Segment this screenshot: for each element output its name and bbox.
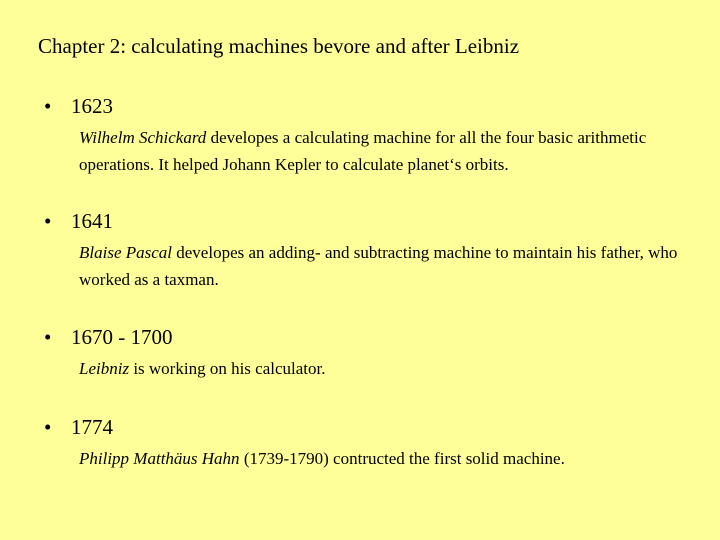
bullet-line <box>44 93 684 119</box>
description-text: (1739-1790) contructed the first solid machine. <box>239 449 565 468</box>
description-text: is working on his calculator. <box>129 359 326 378</box>
bullet-icon: • <box>44 325 52 349</box>
entry-year: 1774 <box>71 415 113 439</box>
person-name: Philipp Matthäus Hahn <box>79 449 240 468</box>
entry-year: 1641 <box>71 209 113 233</box>
description-text: developes an adding- and subtracting machine to maintain his father, who worked as a taxman. <box>79 243 678 289</box>
bullet-icon: • <box>44 209 52 233</box>
entry-description <box>79 124 679 178</box>
timeline-entry-1623 <box>44 93 684 178</box>
entry-description <box>79 239 679 293</box>
person-name: Leibniz <box>79 359 130 378</box>
entry-description <box>79 355 679 382</box>
slide-title: Chapter 2: calculating machines bevore and after Leibniz <box>38 34 520 58</box>
person-name: Wilhelm Schickard <box>79 128 207 147</box>
bullet-line <box>44 208 684 234</box>
timeline-entry-1641 <box>44 208 684 293</box>
timeline-entry-1670-1700 <box>44 324 684 382</box>
entry-description <box>79 445 679 472</box>
entry-year: 1670 - 1700 <box>71 325 173 349</box>
bullet-line <box>44 414 684 440</box>
person-name: Blaise Pascal <box>79 243 173 262</box>
bullet-icon: • <box>44 415 52 439</box>
description-text: developes a calculating machine for all the four basic arithmetic operations. It helped Johann Kepler to calculate planet‘s orbits. <box>79 128 647 174</box>
timeline-entry-1774 <box>44 414 684 472</box>
bullet-icon: • <box>44 94 52 118</box>
entry-year: 1623 <box>71 94 113 118</box>
bullet-line <box>44 324 684 350</box>
